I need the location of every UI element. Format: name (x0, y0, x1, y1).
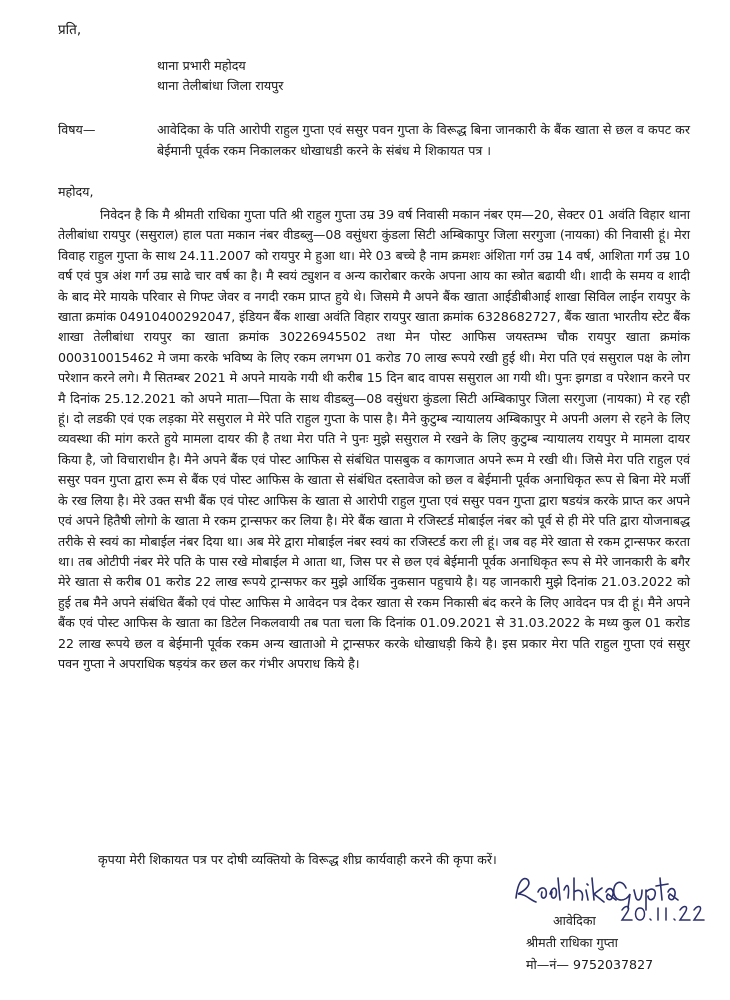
addressee-line-1: थाना प्रभारी महोदय (157, 58, 246, 73)
letter-body: निवेदन है कि मै श्रीमती राधिका गुप्ता पति श्री राहुल गुप्ता उम्र 39 वर्ष निवासी मकान नंबर एम—20, सेक्टर 01 अवंति विहार थाना तेलीबांधा रायपुर (ससुराल) हाल पता मकान नंबर वीडब्लु—08 वसुंधरा कुंडला सिटी अम्बिकापुर जिला सरगुजा (नायका) की निवासी हूं। मेरा विवाह राहुल गुप्ता के साथ 24.11.2007 को रायपुर मे हुआ था। मेरे 03 बच्चे है नाम क्रमशः अंशिता गर्ग उम्र 14 वर्ष, आशिता गर्ग उम्र 10 वर्ष एवं पुत्र अंश गर्ग उम्र साढे चार वर्ष का है। मै स्वयं ट्युशन व अन्य कारोबार करके अपना आय का स्त्रोत बढायी थी। शादी के समय व शादी के बाद मेरे मायके परिवार से गिफ्ट जेवर व नगदी रकम प्राप्त हुये थे। जिसमे मै अपने बैंक खाता आईडीबीआई शाखा सिविल लाईन रायपुर के खाता क्रमांक 04910400292047, इंडियन बैंक शाखा अवंति विहार रायपुर खाता क्रमांक 6328682727, बैंक खाता भारतीय स्टेट बैंक शाखा तेलीबांधा रायपुर का खाता क्रमांक 30226945502 तथा मेन पोस्ट आफिस जयस्तम्भ चौक रायपुर खाता क्रमांक 000310015462 मे जमा करके भविष्य के लिए रकम लगभग 01 करोड 70 लाख रूपये रखी हुई थी। मेरा पति एवं ससुराल पक्ष के लोग परेशान करने लगे। मै सितम्बर 2021 मे अपने मायके गयी थी करीब 15 दिन बाद वापस ससुराल आ गयी थी। पुनः झगडा व परेशान करने पर मै दिनांक 25.12.2021 को अपने माता—पिता के साथ वीडब्लु—08 वसुंधरा कुंडला सिटी अम्बिकापुर जिला सरगुजा (नायका) मे रह रही हूं। दो लडकी एवं एक लड़का मेरे ससुराल मे मेरे पति राहुल गुप्ता के पास है। मैने कुटुम्ब न्यायालय अम्बिकापुर मे अपनी अलग से रहने के लिए व्यवस्था की मांग करते हुये मामला दायर की है तथा मेरा पति ने पुनः मुझे ससुराल मे रखने के लिए कुटुम्ब न्यायालय रायपुर मे मामला दायर किया है, जो विचाराधीन है। मैने अपने बैंक एवं पोस्ट आफिस से संबंधित पासबुक व कागजात अपने रूम मे रखी थी। जिसे मेरा पति राहुल एवं ससुर पवन गुप्ता द्वारा रूम से बैंक एवं पोस्ट आफिस के खाता से संबंधित दस्तावेज को छल व बेईमानी पूर्वक अनाधिकृत रूप से बिना मेरे मर्जी के रख लिया है। मेरे उक्त सभी बैंक एवं पोस्ट आफिस के खाता से आरोपी राहुल गुप्ता एवं ससुर पवन गुप्ता द्वारा षडयंत्र करके प्राप्त कर अपने एवं अपने हितैषी लोगो के खाता मे रकम ट्रान्सफर कर लिया है। मेरे बैंक खाता मे रजिस्टर्ड मोबाईल नंबर को पूर्व से ही मेरे पति द्वारा योजनाबद्ध तरीके से स्वयं का मोबाईल नंबर दिया था। अब मेरे द्वारा मोबाईल नंबर स्वयं का रजिस्टर्ड करा ली हूं। जब वह मेरे खाता से रकम ट्रान्सफर करता था। तब ओटीपी नंबर मेरे पति के पास रखे मोबाईल मे आता था, जिस पर से छल एवं बेईमानी पूर्वक अनाधिकृत रूप से मेरे जानकारी के बगैर मेरे खाता से करीब 01 करोड 22 लाख रूपये ट्रान्सफर कर मुझे आर्थिक नुकसान पहुचाये है। यह जानकारी मुझे दिनांक 21.03.2022 को हुई तब मैने अपने संबंधित बैंको एवं पोस्ट आफिस मे आवेदन पत्र देकर खाता से रकम निकासी बंद करने के लिए आवेदन पत्र दी हूं। मैने अपने बैंक एवं पोस्ट आफिस के खाता का डिटेल निकलवायी तब पता चला कि दिनांक 01.09.2021 से 31.03.2022 के मध्य कुल 01 करोड 22 लाख रूपये छल व बेईमानी पूर्वक रकम अन्य खाताओ मे ट्रान्सफर करके धोखाधड़ी किये है। इस प्रकार मेरा पति राहुल गुप्ता एवं ससुर पवन गुप्ता ने अपराधिक षड़यंत्र कर छल कर गंभीर अपराध किये है। (58, 207, 691, 671)
subject-text: आवेदिका के पति आरोपी राहुल गुप्ता एवं ससुर पवन गुप्ता के विरूद्ध बिना जानकारी के बैंक खाता से छल व कपट कर बेईमानी पूर्वक रकम निकालकर धोखाधडी करने के संबंध मे शिकायत पत्र । (157, 122, 690, 158)
request-line: कृपया मेरी शिकायत पत्र पर दोषी व्यक्तियो के विरूद्ध शीघ्र कार्यवाही करने की कृपा करें। (98, 852, 497, 867)
applicant-name: श्रीमती राधिका गुप्ता (526, 935, 618, 950)
applicant-mobile: मो—नं— 9752037827 (526, 957, 654, 972)
signature-block (508, 868, 708, 928)
addressee-line-2: थाना तेलीबांधा जिला रायपुर (157, 78, 284, 93)
handwritten-date (618, 902, 708, 926)
to-line: प्रति, (58, 22, 82, 38)
salutation: महोदय, (58, 184, 94, 199)
applicant-label: आवेदिका (553, 913, 596, 928)
subject-label: विषय— (58, 122, 96, 137)
